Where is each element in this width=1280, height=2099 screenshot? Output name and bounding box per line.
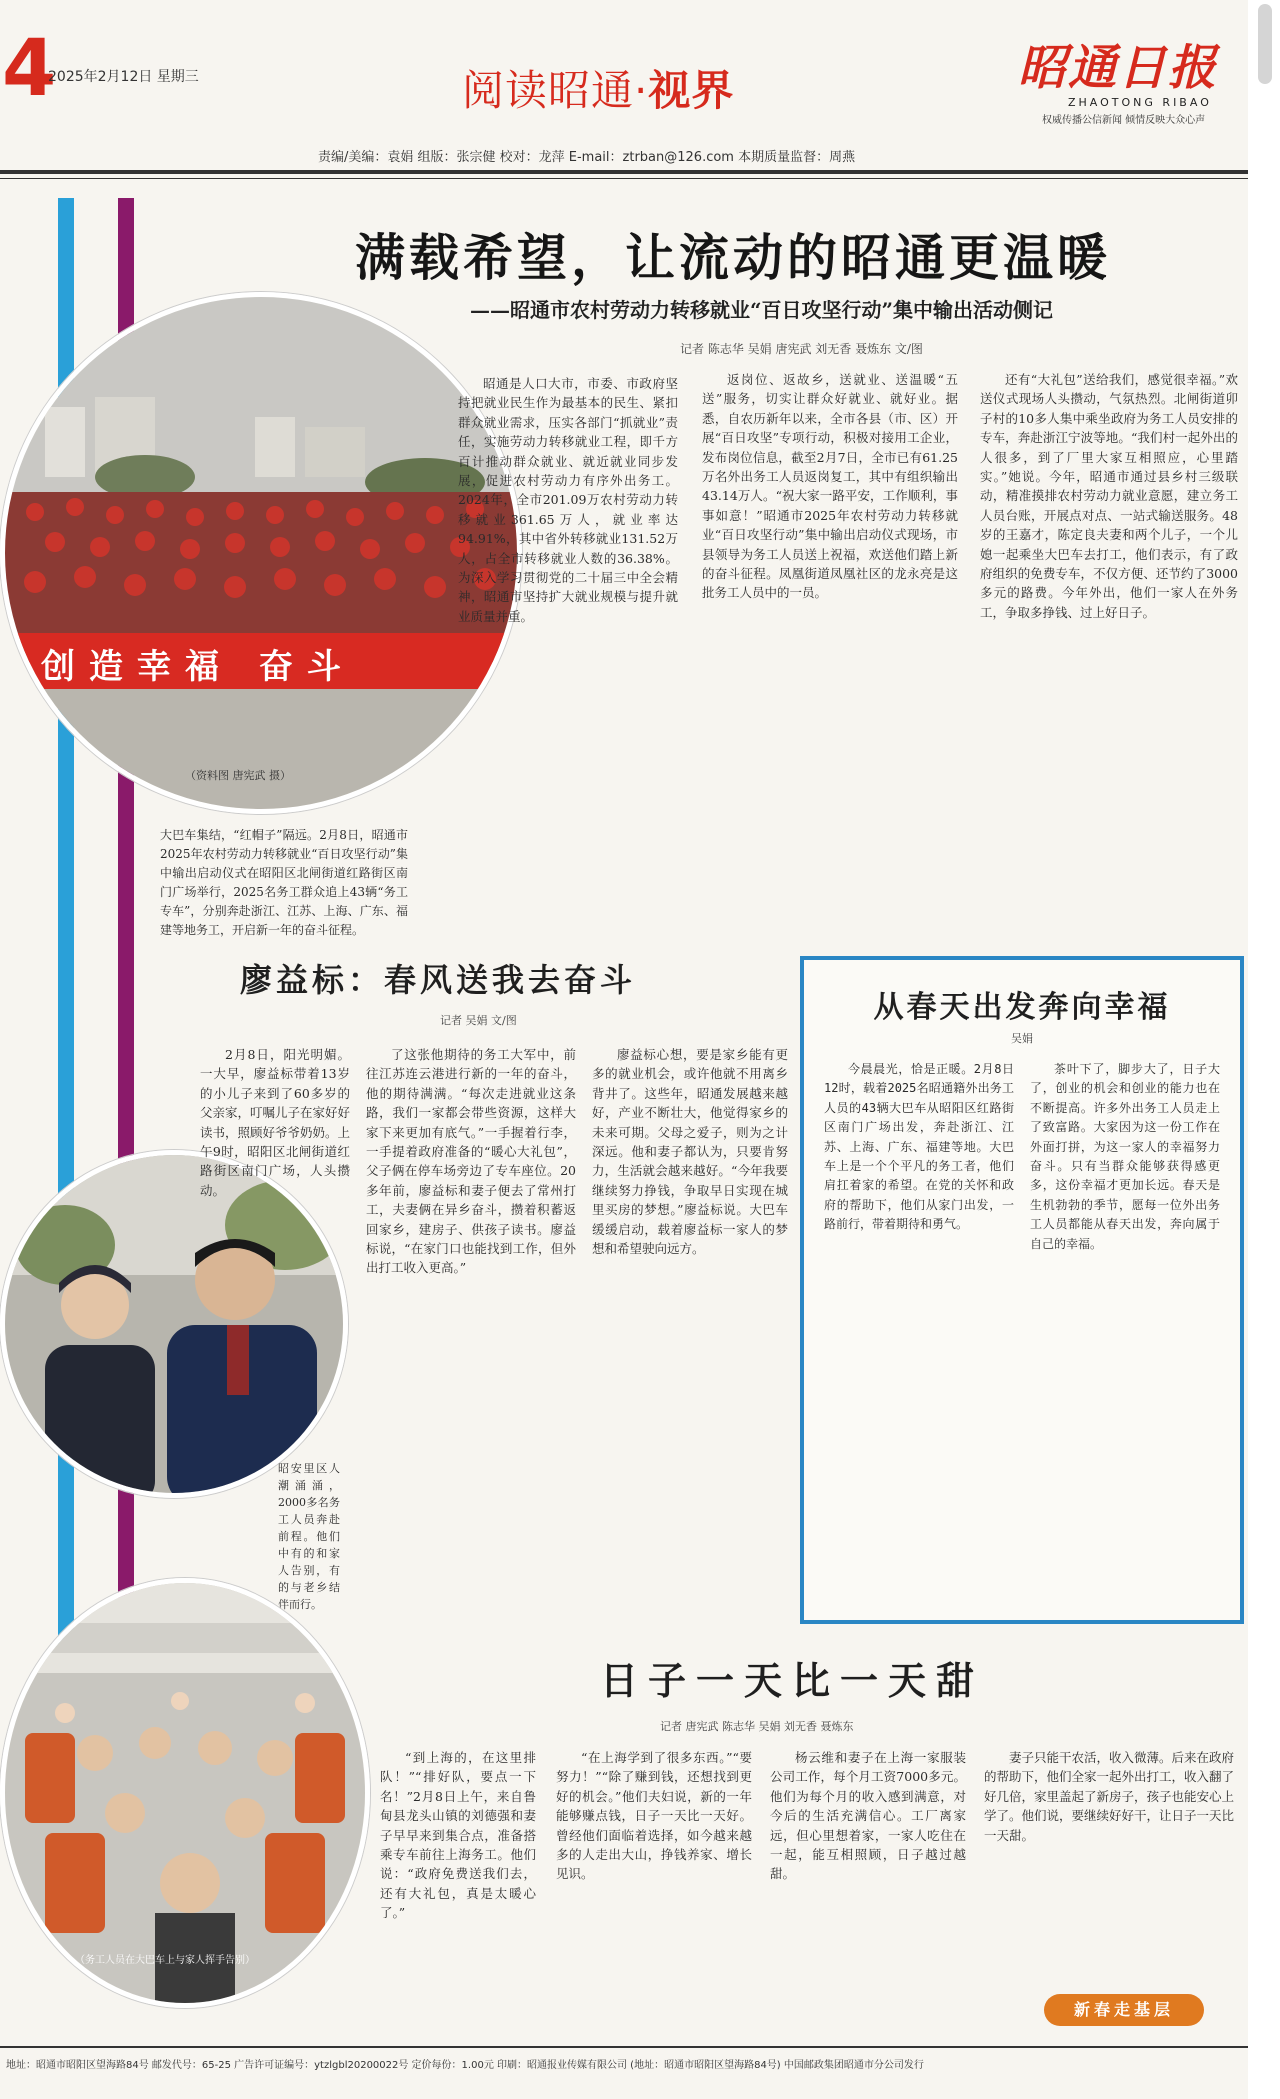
crowd-photo [0, 292, 522, 814]
article-1-byline: 记者 陈志华 吴娟 唐宪武 刘无香 聂炼东 文/图 [680, 342, 923, 356]
article-1-column-2 [702, 370, 958, 914]
article-4-text: 杨云维和妻子在上海一家服装公司工作，每个月工资7000多元。他们为每个月的收入感到满意，对今后的生活充满信心。工厂离家远，但心里想着家，一家人吃住在一起，能互相照顾，日子越过越甜。 [770, 1750, 966, 1882]
article-4-headline: 日子一天比一天甜 [600, 1659, 985, 1703]
vertical-scrollbar[interactable] [1248, 0, 1280, 2099]
article-1-headline: 满载希望，让流动的昭通更温暖 [355, 229, 1111, 287]
article-4-text: “在上海学到了很多东西。”“要努力！”“除了赚到钱，还想找到更好的机会。”他们夫妇说，新的一年能够赚点钱，日子一天比一天好。曾经他们面临着选择，如今越来越多的人走出大山，挣钱养家、增长见识。 [556, 1750, 752, 1882]
article-3-text: 今晨晨光，恰是正暖。2月8日12时，载着2025名昭通籍外出务工人员的43辆大巴车从昭阳区红路街区南门广场出发，奔赴浙江、江苏、上海、广东、福建等地。大巴车上是一个个平凡的务工者，他们肩扛着家的希望。在党的关怀和政府的帮助下，他们从家门出发，一路前行，带着期待和勇气。 [824, 1062, 1014, 1232]
article-1-column-1 [458, 374, 678, 908]
publication-date: 2025年2月12日 星期三 [48, 69, 199, 85]
banner-text: 创造幸福 奋斗 [41, 647, 355, 687]
article-1-caption: 大巴车集结，“红帽子”隔远。2月8日，昭通市2025年农村劳动力转移就业“百日攻坚行动”集中输出启动仪式在昭阳区北闸街道红路街区南门广场举行，2025名务工群众追上43辆“务工专车”，分别奔赴浙江、江苏、上海、广东、福建等地务工，开启新一年的奋斗征程。 [160, 828, 408, 937]
article-1-text: 返岗位、返故乡，送就业、送温暖“五送”服务，切实让群众好就业、就好业。据悉，自农历新年以来，全市各县（市、区）开展“百日攻坚”专项行动，积极对接用工企业，发布岗位信息，截至2月7日，全市已有61.25万名外出务工人员返岗复工，其中有组织输出43.14万人。“祝大家一路平安，工作顺利，事事如意！”昭通市2025年农村劳动力转移就业“百日攻坚行动”集中输出启动仪式现场，市县领导为务工人员送上祝福，欢送他们踏上新的奋斗征程。凤凰街道凤凰社区的龙永亮是这批务工人员中的一员。 [702, 372, 958, 601]
article-3-box [800, 956, 1244, 1624]
footer-info: 地址：昭通市昭阳区望海路84号 邮发代号：65-25 广告许可证编号：ytzlgbl20200022号 定价每份：1.00元 印刷：昭通报业传媒有限公司 (地址：昭通市昭阳区望海路84号) 中国邮政集团昭通市分公司发行 [6, 2060, 924, 2071]
article-3-column-1 [824, 1060, 1014, 1610]
article-4-column-2 [556, 1748, 752, 2018]
article-4-text: 妻子只能干农活，收入微薄。后来在政府的帮助下，他们全家一起外出打工，收入翻了好几倍，家里盖起了新房子，孩子也能安心上学了。他们说，要继续好好干，让日子一天比一天甜。 [984, 1750, 1234, 1843]
masthead [1018, 40, 1246, 126]
masthead-logo: 昭通日报 [1018, 40, 1219, 96]
article-3-text: 茶叶下了，脚步大了，日子大了，创业的机会和创业的能力也在不断提高。许多外出务工人员走上了致富路。大家因为这一份工作在外面打拼，为这一家人的幸福努力奋斗。只有当群众能够获得感更多，这份幸福才更加长远。春天是生机勃勃的季节，愿每一位外出务工人员都能从春天出发，奔向属于自己的幸福。 [1030, 1062, 1220, 1251]
header-rule-thin [0, 178, 1248, 179]
article-4-column-3 [770, 1748, 966, 2018]
article-4-text: “到上海的，在这里排队！”“排好队，要点一下名！”2月8日上午，来自鲁甸县龙头山镇的刘德强和妻子早早来到集合点，准备搭乘专车前往上海务工。他们说：“政府免费送我们去，还有大礼包，真是太暖心了。” [380, 1750, 536, 1921]
footer-rule [0, 2046, 1248, 2048]
header-rule [0, 170, 1248, 174]
bus-photo-caption: （务工人员在大巴车上与家人挥手告别） [75, 1955, 255, 1966]
scrollbar-thumb[interactable] [1258, 4, 1272, 84]
page-number: 4 [2, 24, 57, 114]
photo-credit: （资料图 唐宪武 摄） [185, 769, 291, 782]
article-2-column-3 [592, 1045, 788, 1735]
column-stamp: 新春走基层 [1044, 1994, 1204, 2026]
crowd-photo-illustration [5, 297, 517, 809]
editors-credit-line: 责编/美编：袁娟 组版：张宗健 校对：龙萍 E-mail：ztrban@126.com 本期质量监督：周燕 [318, 150, 856, 165]
article-1-text: 还有“大礼包”送给我们，感觉很幸福。”欢送仪式现场人头攒动，气氛热烈。北闸街道卯子村的10多人集中乘坐政府为务工人员安排的专车，奔赴浙江宁波等地。“我们村一起外出的人很多，到了厂里大家互相照应，心里踏实。”她说。今年，昭通市通过县乡村三级联动，精准摸排农村劳动力就业意愿，建立务工人员台账，开展点对点、一站式输送服务。48岁的王嘉才，陈定良夫妻和两个儿子，一个儿媳一起乘坐大巴车去打工，他们表示，有了政府组织的免费专车，不仅方便、还节约了3000多元的路费。今年外出，他们一家人在外务工，争取多挣钱、过上好日子。 [980, 372, 1238, 620]
article-1-text: 昭通是人口大市，市委、市政府坚持把就业民生作为最基本的民生、紧扣群众就业需求，压实各部门“抓就业”责任，实施劳动力转移就业工程，即千方百计推动群众就业、就近就业同步发展，促进农村劳动力有序外出务工。2024年，全市201.09万农村劳动力转移就业361.65万人，就业率达94.91%，其中省外转移就业131.52万人，占全市转移就业人数的36.38%。为深入学习贯彻党的二十届三中全会精神，昭通市坚持扩大就业规模与提升就业质量并重。 [458, 376, 678, 624]
section-title [462, 58, 734, 118]
article-2-text: 廖益标心想，要是家乡能有更多的就业机会，或许他就不用离乡背井了。这些年，昭通发展越来越好，产业不断壮大，他觉得家乡的未来可期。父母之爱子，则为之计深远。他和妻子都认为，只要肯努力，生活就会越来越好。“今年我要继续努力挣钱，争取早日实现在城里买房的梦想。”廖益标说。大巴车缓缓启动，载着廖益标一家人的梦想和希望驶向远方。 [592, 1047, 788, 1257]
article-2-caption: 昭安里区人潮涌涌，2000多名务工人员奔赴前程。他们中有的和家人告别，有的与老乡结伴而行。 [278, 1462, 340, 1611]
article-2-column-2 [366, 1045, 576, 1735]
article-2-text: 2月8日，阳光明媚。一大早，廖益标带着13岁的小儿子来到了60多岁的父亲家，叮嘱儿子在家好好读书，照顾好爷爷奶奶。上午9时，昭阳区北闸街道红路街区南门广场，人头攒动。 [200, 1047, 350, 1198]
article-3-byline: 吴娟 [1011, 1032, 1033, 1045]
section-title-main: 阅读昭通· [462, 66, 649, 115]
bus-interior-illustration [5, 1583, 365, 2003]
article-3-column-2 [1030, 1060, 1220, 1610]
article-2-text: 了这张他期待的务工大军中，前往江苏连云港进行新的一年的奋斗，他的期待满满。“每次走进就业这条路，我们一家都会带些资源，这样大家下来更加有底气。”一手握着行李，一手提着政府准备的“暖心大礼包”，父子俩在停车场旁边了专车座位。20多年前，廖益标和妻子便去了常州打工，夫妻俩在异乡奋斗，攒着积蓄返回家乡，建房子、供孩子读书。廖益标说，“在家门口也能找到工作，但外出打工收入更高。” [366, 1047, 576, 1276]
article-4-column-1 [380, 1748, 536, 2018]
article-2-headline: 廖益标：春风送我去奋斗 [240, 961, 637, 999]
section-title-accent: 视界 [648, 66, 735, 115]
masthead-slogan: 权威传播公信新闻 倾情反映大众心声 [1042, 115, 1206, 126]
article-1-subtitle: ——昭通市农村劳动力转移就业“百日攻坚行动”集中输出活动侧记 [470, 298, 1054, 322]
article-3-headline: 从春天出发奔向幸福 [873, 990, 1171, 1025]
bus-passengers-photo [0, 1578, 370, 2008]
article-1-column-3 [980, 370, 1238, 914]
article-2-byline: 记者 吴娟 文/图 [440, 1014, 517, 1027]
article-4-column-4 [984, 1748, 1234, 1988]
article-4-byline: 记者 唐宪武 陈志华 吴娟 刘无香 聂炼东 [660, 1720, 854, 1733]
article-2-column-1 [200, 1045, 350, 1425]
masthead-english: ZHAOTONG RIBAO [1068, 96, 1212, 109]
